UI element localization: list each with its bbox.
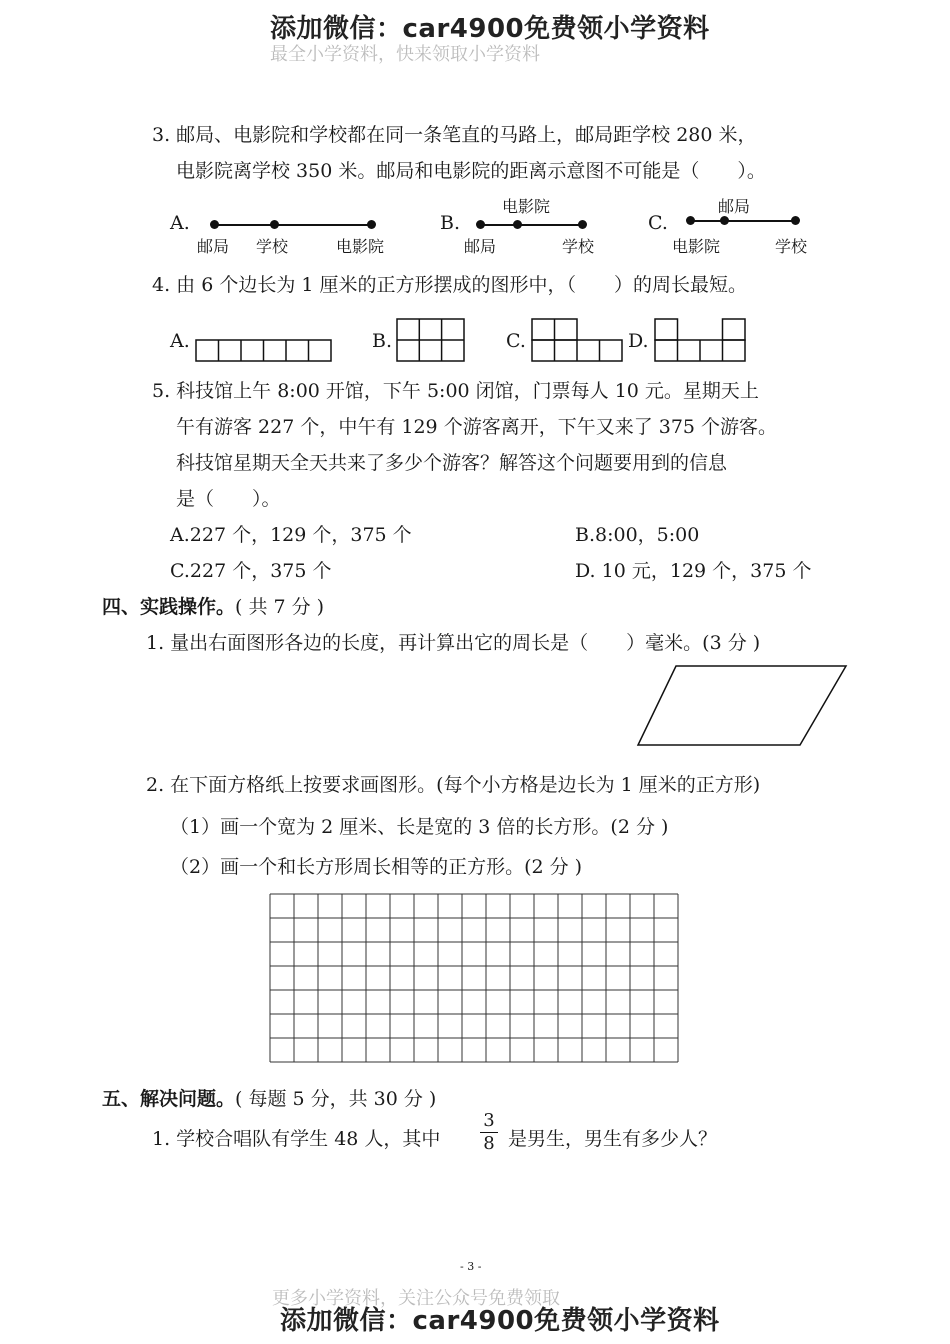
fraction-numerator: 3: [483, 1110, 495, 1131]
sec4-q1: 1. 量出右面图形各边的长度，再计算出它的周长是（ ）毫米。(3 分 ): [146, 632, 761, 654]
q3-line2: 电影院离学校 350 米。邮局和电影院的距离示意图不可能是（ ）。: [176, 160, 766, 182]
q4-shape-b: [397, 319, 464, 361]
q3-c-school: 学校: [775, 237, 808, 256]
q4-shape-d: [655, 319, 745, 361]
q3-a-line: [214, 224, 372, 226]
header-faint-text: 最全小学资料，快来领取小学资料: [270, 44, 540, 65]
bottom-watermark: 添加微信：car4900免费领小学资料: [280, 1306, 720, 1336]
fraction: [480, 1112, 498, 1153]
sec4-q2: 2. 在下面方格纸上按要求画图形。(每个小方格是边长为 1 厘米的正方形): [146, 774, 761, 796]
parallelogram-figure: [630, 660, 850, 750]
sec5-q1-before: 1. 学校合唱队有学生 48 人，其中: [152, 1128, 441, 1150]
q3-c-label: C.: [648, 212, 668, 234]
sec4-q2-part2: （2）画一个和长方形周长相等的正方形。(2 分 ): [170, 856, 583, 878]
fraction-denominator: 8: [483, 1133, 495, 1154]
q5-option-b: B.8:00，5:00: [575, 524, 700, 546]
grid-paper[interactable]: [268, 892, 680, 1064]
q3-c-dot-1: [686, 216, 695, 225]
section-5-score: ( 每题 5 分，共 30 分 ): [235, 1088, 437, 1110]
section-5-heading: [102, 1084, 436, 1111]
q3-b-dot-2: [513, 220, 522, 229]
q4-b-label: B.: [372, 330, 393, 352]
q5-line2: 午有游客 227 个，中午有 129 个游客离开，下午又来了 375 个游客。: [176, 416, 778, 438]
q5-line1: 5. 科技馆上午 8:00 开馆，下午 5:00 闭馆，门票每人 10 元。星期天上: [152, 380, 759, 402]
section-5-title: 五、解决问题。: [102, 1088, 236, 1110]
q3-b-dot-3: [578, 220, 587, 229]
footer-faint-text: 更多小学资料，关注公众号免费领取: [272, 1288, 560, 1309]
q4-c-label: C.: [506, 330, 526, 352]
q3-b-post-office: 邮局: [464, 237, 497, 256]
q3-line1: 3. 邮局、电影院和学校都在同一条笔直的马路上，邮局距学校 280 米，: [152, 124, 757, 146]
q3-a-dot-2: [270, 220, 279, 229]
q3-a-dot-1: [210, 220, 219, 229]
q3-c-line: [690, 220, 796, 222]
q5-line3: 科技馆星期天全天共来了多少个游客？解答这个问题要用到的信息: [176, 452, 728, 474]
q3-b-label: B.: [440, 212, 461, 234]
q5-option-a: A.227 个，129 个，375 个: [170, 524, 412, 546]
q3-b-school: 学校: [562, 237, 595, 256]
q3-a-label: A.: [170, 212, 190, 234]
section-4-title: 四、实践操作。: [102, 596, 236, 618]
q4-shape-a: [196, 340, 331, 361]
q3-b-cinema: 电影院: [502, 197, 551, 216]
section-4-heading: [102, 592, 324, 619]
q4-a-label: A.: [170, 330, 190, 352]
q5-line4: 是（ ）。: [176, 488, 281, 510]
q4-shapes: [0, 300, 950, 380]
q3-c-dot-2: [720, 216, 729, 225]
q4-shape-c: [532, 319, 622, 361]
sec5-q1-after: 是男生，男生有多少人？: [508, 1128, 718, 1150]
q3-a-post-office: 邮局: [197, 237, 230, 256]
q3-c-dot-3: [791, 216, 800, 225]
q3-a-school: 学校: [256, 237, 289, 256]
top-watermark: 添加微信：car4900免费领小学资料: [270, 14, 710, 44]
q4-d-label: D.: [628, 330, 649, 352]
q3-c-cinema: 电影院: [672, 237, 721, 256]
q5-option-c: C.227 个，375 个: [170, 560, 332, 582]
q3-c-post-office: 邮局: [718, 197, 751, 216]
q5-option-d: D. 10 元，129 个，375 个: [575, 560, 812, 582]
q3-a-dot-3: [367, 220, 376, 229]
q3-b-dot-1: [476, 220, 485, 229]
section-4-score: ( 共 7 分 ): [235, 596, 325, 618]
q3-b-line: [480, 224, 582, 226]
page-number: - 3 -: [460, 1260, 482, 1273]
q3-a-cinema: 电影院: [336, 237, 385, 256]
sec4-q2-part1: （1）画一个宽为 2 厘米、长是宽的 3 倍的长方形。(2 分 ): [170, 816, 669, 838]
q4-text: 4. 由 6 个边长为 1 厘米的正方形摆成的图形中，（ ）的周长最短。: [152, 274, 748, 296]
